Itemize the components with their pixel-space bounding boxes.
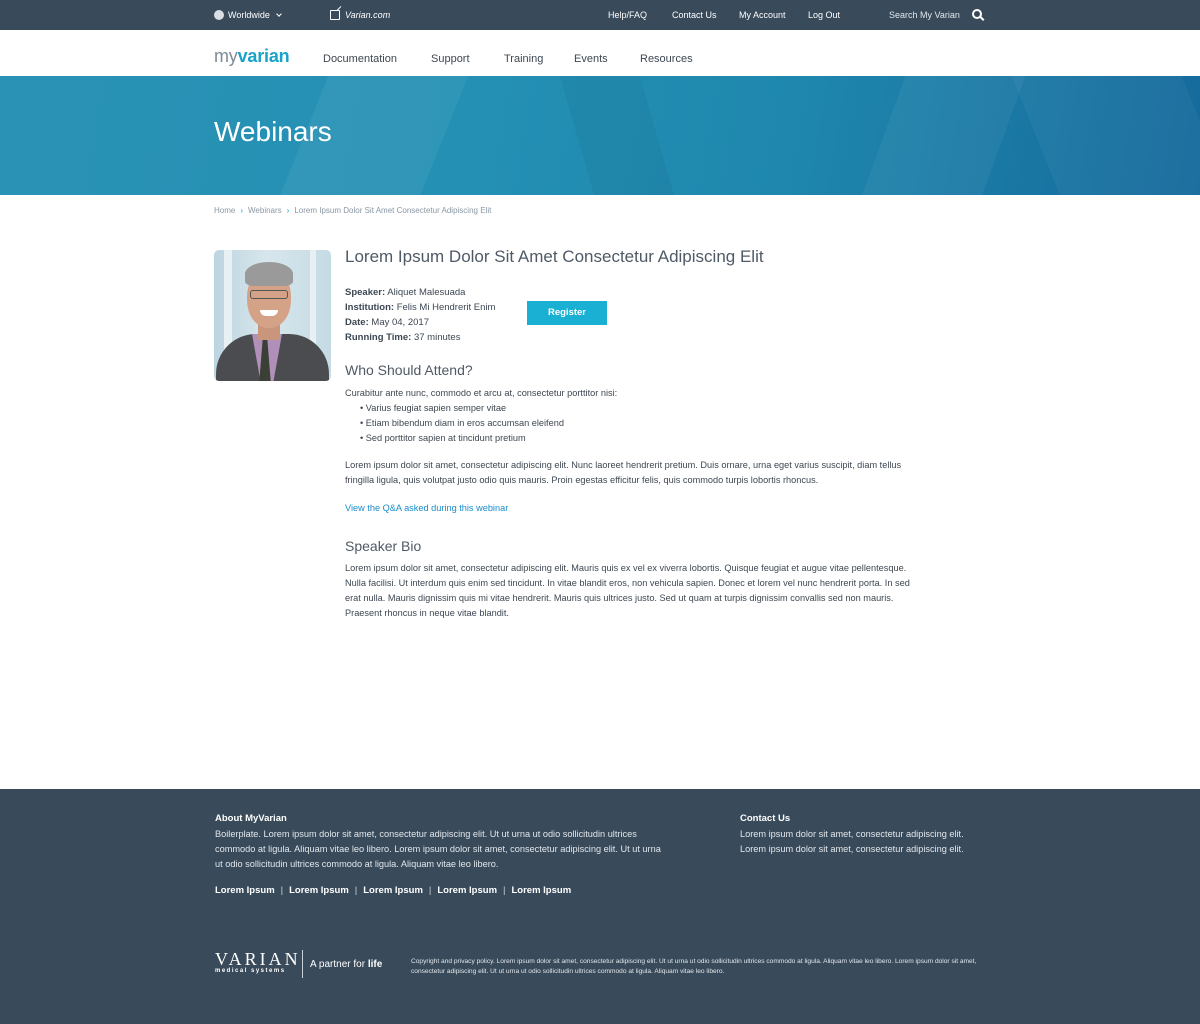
varian-brand: VARIAN	[215, 949, 301, 969]
footer-link[interactable]: Lorem Ipsum	[363, 885, 423, 896]
running-time-value: 37 minutes	[413, 332, 461, 343]
view-qa-link[interactable]: View the Q&A asked during this webinar	[345, 503, 509, 513]
nav-support[interactable]: Support	[431, 53, 470, 65]
copyright-text: Copyright and privacy policy. Lorem ipsum dolor sit amet, consectetur adipiscing elit. Ut ut urna ut odio sollicitudin ultrices commodo at ligula. Aliquam vitae leo libero. Lorem ipsum dolor sit amet, consectetur adipiscing elit. Ut ut urna ut odio sollicitudin ultrices commodo at ligula. Aliquam vitae leo libero.	[411, 958, 977, 975]
hero-decoration	[554, 76, 686, 195]
institution-value: Felis Mi Hendrerit Enim	[396, 302, 496, 313]
main-nav	[0, 30, 1200, 76]
logo-varian-text: varian	[237, 46, 290, 66]
speaker-row	[345, 285, 495, 300]
search-icon[interactable]	[972, 9, 982, 19]
speaker-bio-heading: Speaker Bio	[345, 538, 422, 554]
help-faq-link[interactable]: Help/FAQ	[608, 10, 648, 20]
nav-events[interactable]: Events	[574, 53, 608, 65]
tagline-text: A partner for	[310, 959, 368, 970]
footer-link-divider: |	[280, 885, 284, 896]
footer-link[interactable]: Lorem Ipsum	[289, 885, 349, 896]
photo-glasses	[250, 290, 288, 299]
footer-link-divider: |	[354, 885, 358, 896]
contact-line: Lorem ipsum dolor sit amet, consectetur adipiscing elit.	[740, 829, 964, 839]
footer-link[interactable]: Lorem Ipsum	[215, 885, 275, 896]
varian-com-link[interactable]	[330, 0, 390, 30]
nav-training[interactable]: Training	[504, 53, 544, 65]
list-item: • Varius feugiat sapien semper vitae	[360, 401, 564, 416]
hero-decoration	[847, 76, 1033, 195]
date-value: May 04, 2017	[371, 317, 429, 328]
contact-text	[740, 827, 964, 857]
contact-title: Contact Us	[740, 813, 791, 824]
list-item: • Sed porttitor sapien at tincidunt pretium	[360, 431, 564, 446]
running-time-label: Running Time:	[345, 332, 412, 343]
institution-row	[345, 300, 495, 315]
varian-brand-sub: medical systems	[215, 968, 286, 974]
region-selector[interactable]	[214, 0, 281, 30]
breadcrumb	[214, 206, 491, 215]
tagline	[310, 959, 382, 970]
speaker-photo	[214, 250, 331, 381]
breadcrumb-webinars[interactable]: Webinars	[248, 206, 282, 215]
breadcrumb-current: Lorem Ipsum Dolor Sit Amet Consectetur Adipiscing Elit	[294, 206, 492, 215]
footer-links	[215, 885, 571, 896]
myvarian-logo[interactable]	[214, 46, 289, 67]
log-out-link[interactable]: Log Out	[808, 10, 841, 20]
footer-link[interactable]: Lorem Ipsum	[511, 885, 572, 896]
speaker-label: Speaker:	[345, 287, 386, 298]
footer	[0, 789, 1200, 1024]
nav-resources[interactable]: Resources	[640, 53, 693, 65]
webinar-title: Lorem Ipsum Dolor Sit Amet Consectetur Adipiscing Elit	[345, 247, 764, 266]
photo-hair	[245, 262, 293, 286]
chevron-down-icon	[276, 11, 282, 17]
about-text: Boilerplate. Lorem ipsum dolor sit amet, consectetur adipiscing elit. Ut ut urna ut odio sollicitudin ultrices commodo at ligula. Aliquam vitae leo libero. Lorem ipsum dolor sit amet, consectetur adipiscing elit. Ut ut urna ut odio sollicitudin ultrices commodo at ligula. Aliquam vitae leo libero.	[215, 829, 661, 869]
logo-divider	[302, 950, 303, 978]
footer-link[interactable]: Lorem Ipsum	[437, 885, 498, 896]
page-title: Webinars	[214, 116, 332, 147]
my-account-link[interactable]: My Account	[739, 10, 786, 20]
breadcrumb-home[interactable]: Home	[214, 206, 236, 215]
external-link-icon	[330, 10, 340, 20]
footer-link-divider: |	[428, 885, 432, 896]
logo-my-text: my	[214, 46, 238, 66]
hero-decoration	[1004, 76, 1200, 195]
search-input[interactable]: Search My Varian	[889, 10, 960, 20]
webinar-meta	[345, 285, 495, 345]
footer-link-divider: |	[503, 885, 506, 896]
contact-line: Lorem ipsum dolor sit amet, consectetur adipiscing elit.	[740, 844, 964, 854]
region-label: Worldwide	[228, 10, 270, 20]
varian-logo[interactable]	[215, 949, 301, 974]
varian-com-label: Varian.com	[345, 10, 391, 20]
attend-intro: Curabitur ante nunc, commodo et arcu at, consectetur porttitor nisi:	[345, 388, 618, 398]
speaker-value: Aliquet Malesuada	[387, 287, 466, 298]
date-label: Date:	[345, 317, 369, 328]
hero-banner	[0, 76, 1200, 195]
breadcrumb-separator-icon: ›	[240, 206, 244, 215]
running-time-row	[345, 330, 495, 345]
institution-label: Institution:	[345, 302, 395, 313]
tagline-bold: life	[367, 959, 383, 970]
register-button[interactable]: Register	[527, 301, 607, 325]
list-item: • Etiam bibendum diam in eros accumsan eleifend	[360, 416, 564, 431]
attend-list	[360, 401, 564, 446]
about-title: About MyVarian	[215, 813, 287, 824]
nav-documentation[interactable]: Documentation	[323, 53, 397, 65]
attend-paragraph: Lorem ipsum dolor sit amet, consectetur adipiscing elit. Nunc laoreet hendrerit pretium. Duis ornare, urna eget varius suscipit, diam tellus fringilla ligula, quis volutpat justo odio quis mauris. Proin egestas efficitur felis, quis commodo turpis lobortis rhoncus.	[345, 460, 902, 485]
contact-us-link[interactable]: Contact Us	[672, 10, 717, 20]
globe-icon	[214, 10, 224, 20]
speaker-bio-text: Lorem ipsum dolor sit amet, consectetur adipiscing elit. Mauris quis ex vel ex viverra lobortis. Quisque feugiat et augue vitae pellentesque. Nulla facilisi. Ut interdum quis enim sed tincidunt. In vitae blandit eros, non vehicula sapien. Donec et lorem vel nunc hendrerit porta. In sed erat nulla. Mauris dignissim quis mi vitae hendrerit. Mauris quis ultrices justo. Sed ut quam at turpis dignissim convallis sed non mauris. Praesent rhoncus in neque vitae blandit.	[345, 563, 910, 618]
date-row	[345, 315, 495, 330]
breadcrumb-separator-icon: ›	[286, 206, 290, 215]
utility-bar	[0, 0, 1200, 30]
who-should-attend-heading: Who Should Attend?	[345, 362, 473, 378]
